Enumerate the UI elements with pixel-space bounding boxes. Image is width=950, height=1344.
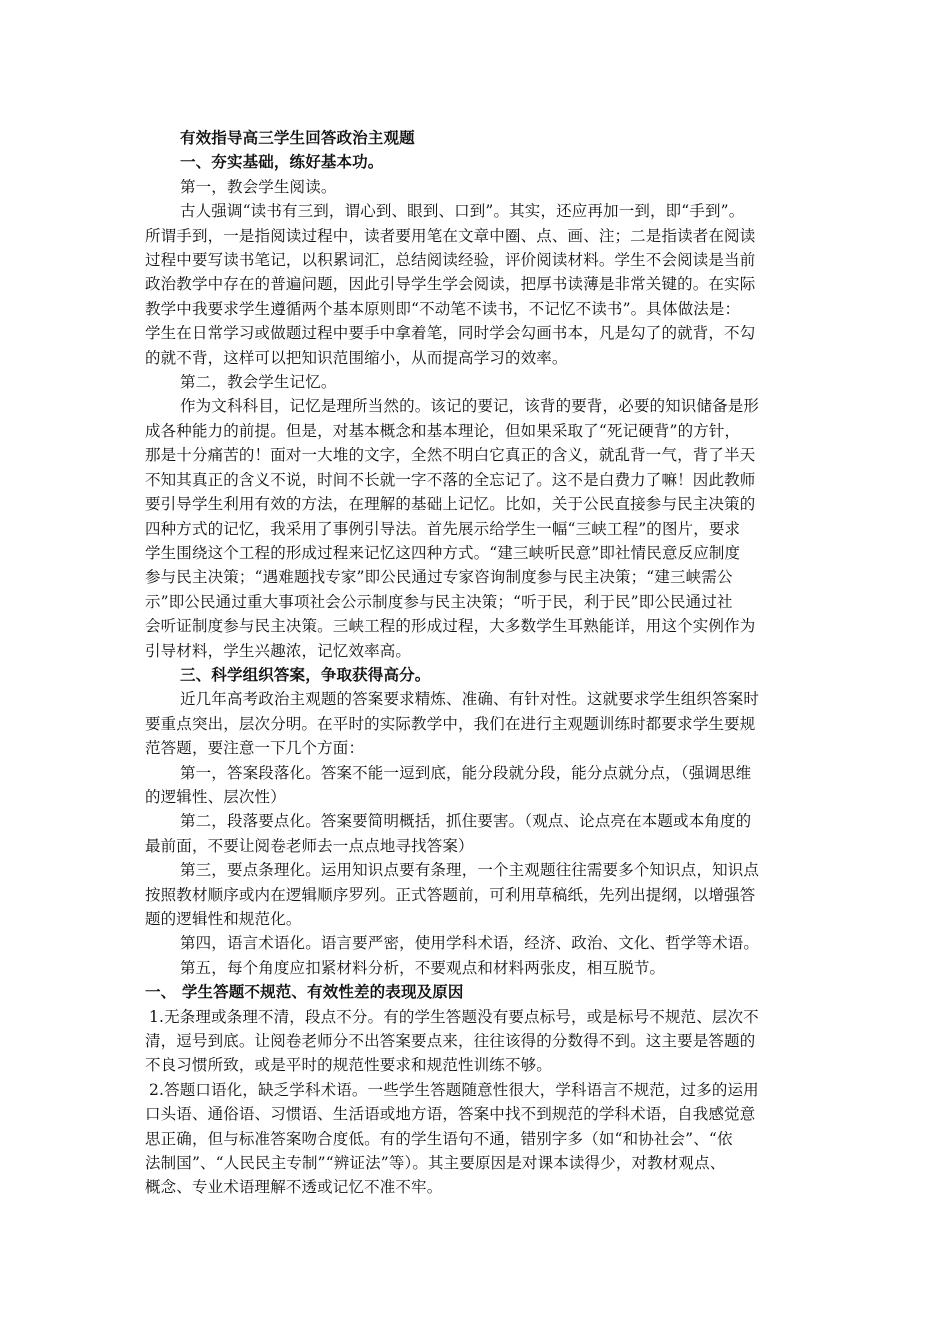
text-line: 作为文科科目，记忆是理所当然的。该记的要记，该背的要背，必要的知识储备是形 bbox=[180, 397, 760, 416]
text-line: 按照教材顺序或内在逻辑顺序罗列。正式答题前，可利用草稿纸，先列出提纲，以增强答 bbox=[145, 885, 756, 904]
document-body bbox=[145, 150, 810, 1199]
text-line: 四种方式的记忆，我采用了事例引导法。首先展示给学生一幅“三峡工程”的图片，要求 bbox=[145, 519, 741, 538]
text-line: 要重点突出，层次分明。在平时的实际教学中，我们在进行主观题训练时都要求学生要规 bbox=[145, 714, 756, 733]
section-heading: 一、夯实基础，练好基本功。 bbox=[180, 152, 384, 172]
text-line: 那是十分痛苦的！面对一大堆的文字，全然不明白它真正的含义，就乱背一气，背了半天 bbox=[145, 446, 756, 465]
text-line: 的就不背，这样可以把知识范围缩小，从而提高学习的效率。 bbox=[145, 348, 568, 367]
text-line: 古人强调“读书有三到，谓心到、眼到、口到”。其实，还应再加一到，即“手到”。 bbox=[180, 202, 745, 221]
text-line: 第一，教会学生阅读。 bbox=[180, 177, 337, 196]
text-line: 第二，段落要点化。答案要简明概括，抓住要害。（观点、论点亮在本题或本角度的 bbox=[180, 812, 752, 831]
text-line: 不知其真正的含义不说，时间不长就一字不落的全忘记了。这不是白费力了嘛！因此教师 bbox=[145, 470, 756, 489]
text-line: 第二，教会学生记忆。 bbox=[180, 373, 337, 392]
document-page bbox=[145, 126, 810, 1200]
text-line: 参与民主决策；“遇难题找专家”即公民通过专家咨询制度参与民主决策；“建三峡需公 bbox=[145, 568, 733, 587]
text-line: 法制国”、“人民民主专制”“辨证法”等）。其主要原因是对课本读得少，对教材观点、 bbox=[145, 1154, 726, 1173]
text-line: 1.无条理或条理不清，段点不分。有的学生答题没有要点标号，或是标号不规范、层次不 bbox=[149, 1007, 759, 1026]
text-line: 第四，语言术语化。语言要严密，使用学科术语，经济、政治、文化、哲学等术语。 bbox=[180, 934, 760, 953]
text-line: 第一，答案段落化。答案不能一逗到底，能分段就分段，能分点就分点，（强调思维 bbox=[180, 763, 752, 782]
text-line: 会听证制度参与民主决策。三峡工程的形成过程，大多数学生耳熟能详，用这个实例作为 bbox=[145, 617, 756, 636]
text-line: 范答题，要注意一下几个方面： bbox=[145, 739, 365, 758]
text-line: 最前面，不要让阅卷老师去一点点地寻找答案） bbox=[145, 836, 474, 855]
text-line: 成各种能力的前提。但是，对基本概念和基本理论，但如果采取了“死记硬背”的方针， bbox=[145, 421, 741, 440]
text-line: 近几年高考政治主观题的答案要求精炼、准确、有针对性。这就要求学生组织答案时 bbox=[180, 690, 760, 709]
text-line: 教学中我要求学生遵循两个基本原则即“不动笔不读书，不记忆不读书”。具体做法是： bbox=[145, 299, 741, 318]
document-title: 有效指导高三学生回答政治主观题 bbox=[180, 128, 415, 147]
text-line: 引导材料，学生兴趣浓，记忆效率高。 bbox=[145, 641, 412, 660]
text-line: 要引导学生利用有效的方法，在理解的基础上记忆。比如，关于公民直接参与民主决策的 bbox=[145, 495, 756, 514]
text-line: 题的逻辑性和规范化。 bbox=[145, 910, 302, 928]
text-line: 概念、专业术语理解不透或记忆不准不牢。 bbox=[145, 1178, 443, 1197]
text-line: 清，逗号到底。让阅卷老师分不出答案要点来，往往该得的分数得不到。这主要是答题的 bbox=[145, 1032, 756, 1051]
text-line: 思正确，但与标准答案吻合度低。有的学生语句不通，错别字多（如“和协社会”、“依 bbox=[145, 1129, 733, 1148]
text-line: 2.答题口语化，缺乏学科术语。一些学生答题随意性很大，学科语言不规范，过多的运用 bbox=[149, 1080, 759, 1099]
text-line: 示”即公民通过重大事项社会公示制度参与民主决策；“听于民，利于民”即公民通过社 bbox=[145, 592, 733, 611]
text-line: 学生围绕这个工程的形成过程来记忆这四种方式。“建三峡听民意”即社情民意反应制度 bbox=[145, 543, 741, 562]
section-heading: 三、科学组织答案，争取获得高分。 bbox=[180, 664, 431, 684]
text-line: 的逻辑性、层次性） bbox=[145, 787, 286, 806]
text-line: 学生在日常学习或做题过程中要手中拿着笔，同时学会勾画书本，凡是勾了的就背，不勾 bbox=[145, 324, 756, 343]
text-line: 第三，要点条理化。运用知识点要有条理，一个主观题往往需要多个知识点，知识点 bbox=[180, 861, 760, 880]
text-line: 第五，每个角度应扣紧材料分析，不要观点和材料两张皮，相互脱节。 bbox=[180, 958, 666, 977]
text-line: 政治教学中存在的普遍问题，因此引导学生学会阅读，把厚书读薄是非常关键的。在实际 bbox=[145, 275, 756, 294]
section-heading: 一、 学生答题不规范、有效性差的表现及原因 bbox=[145, 982, 464, 1002]
text-line: 口头语、通俗语、习惯语、生活语或地方语，答案中找不到规范的学科术语，自我感觉意 bbox=[145, 1105, 756, 1124]
text-line: 所谓手到，一是指阅读过程中，读者要用笔在文章中圈、点、画、注；二是指读者在阅读 bbox=[145, 226, 756, 245]
text-line: 不良习惯所致，或是平时的规范性要求和规范性训练不够。 bbox=[145, 1056, 552, 1075]
text-line: 过程中要写读书笔记，以积累词汇，总结阅读经验，评价阅读材料。学生不会阅读是当前 bbox=[145, 251, 756, 270]
